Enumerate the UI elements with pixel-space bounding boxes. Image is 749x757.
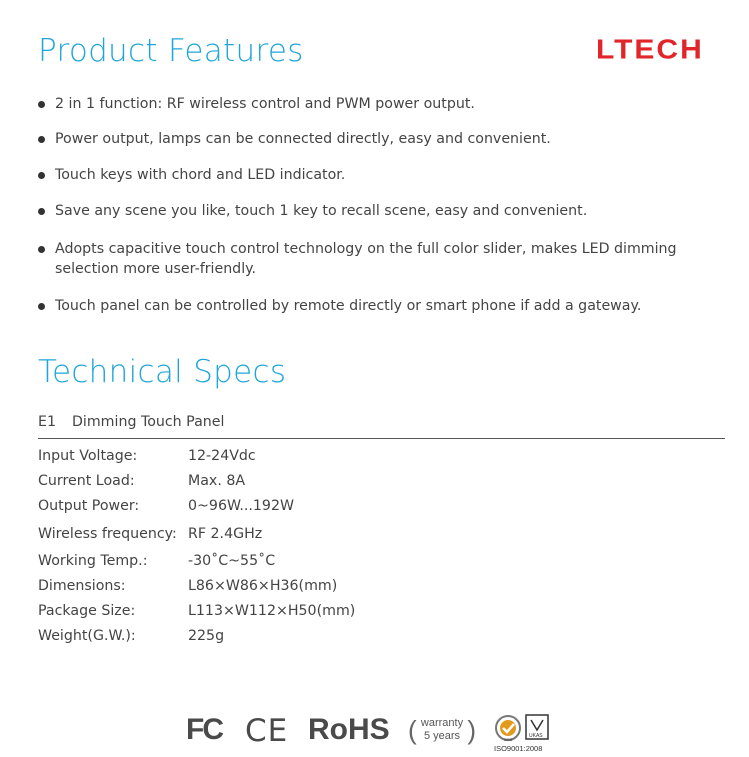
warranty-badge	[410, 715, 474, 747]
feature-item: Touch panel can be controlled by remote directly or smart phone if add a gateway.	[38, 296, 708, 316]
spec-value: -30˚C~55˚C	[188, 553, 276, 569]
specs-title: Technical Specs	[38, 354, 287, 390]
spec-value: 0~96W...192W	[188, 498, 295, 514]
model-code: E1	[38, 414, 56, 430]
model-name: Dimming Touch Panel	[72, 414, 225, 430]
feature-item: Touch keys with chord and LED indicator.	[38, 165, 708, 185]
spec-value: L86×W86×H36(mm)	[188, 578, 338, 594]
spec-value: 225g	[188, 628, 225, 644]
bullet-icon	[38, 246, 45, 253]
iso-badge	[494, 714, 554, 754]
sgs-text: SGS	[504, 737, 513, 742]
rohs-logo: RoHS	[308, 713, 390, 746]
ukas-text: UKAS	[529, 733, 543, 739]
fcc-logo: FC	[186, 713, 222, 746]
bracket-left-icon: (	[408, 715, 417, 745]
model-heading	[38, 414, 224, 430]
spec-value: RF 2.4GHz	[188, 526, 263, 542]
spec-value: Max. 8A	[188, 473, 246, 489]
warranty-years: 5 years	[423, 730, 461, 742]
spec-label: Dimensions:	[38, 578, 126, 594]
ce-logo: CE	[245, 713, 289, 749]
bullet-icon	[38, 101, 45, 108]
bracket-right-icon: )	[467, 715, 476, 745]
ltech-logo: LTECH	[596, 34, 704, 65]
spec-label: Output Power:	[38, 498, 140, 514]
spec-label: Wireless frequency:	[38, 526, 177, 542]
feature-item: Power output, lamps can be connected directly, easy and convenient.	[38, 129, 708, 149]
bullet-icon	[38, 136, 45, 143]
feature-item: Save any scene you like, touch 1 key to recall scene, easy and convenient.	[38, 201, 708, 221]
sgs-seal-icon	[494, 714, 554, 744]
spec-label: Weight(G.W.):	[38, 628, 136, 644]
features-title: Product Features	[38, 33, 304, 69]
spec-label: Working Temp.:	[38, 553, 148, 569]
spec-value: L113×W112×H50(mm)	[188, 603, 356, 619]
bullet-icon	[38, 172, 45, 179]
iso-label: ISO9001:2008	[494, 744, 543, 753]
feature-item: Adopts capacitive touch control technology on the full color slider, makes LED dimming selection more user-friendly.	[38, 239, 708, 279]
bullet-icon	[38, 208, 45, 215]
feature-item: 2 in 1 function: RF wireless control and PWM power output.	[38, 94, 708, 114]
spec-label: Current Load:	[38, 473, 135, 489]
divider	[38, 438, 725, 439]
spec-label: Input Voltage:	[38, 448, 138, 464]
bullet-icon	[38, 303, 45, 310]
spec-label: Package Size:	[38, 603, 136, 619]
spec-value: 12-24Vdc	[188, 448, 256, 464]
warranty-label: warranty	[420, 717, 464, 729]
